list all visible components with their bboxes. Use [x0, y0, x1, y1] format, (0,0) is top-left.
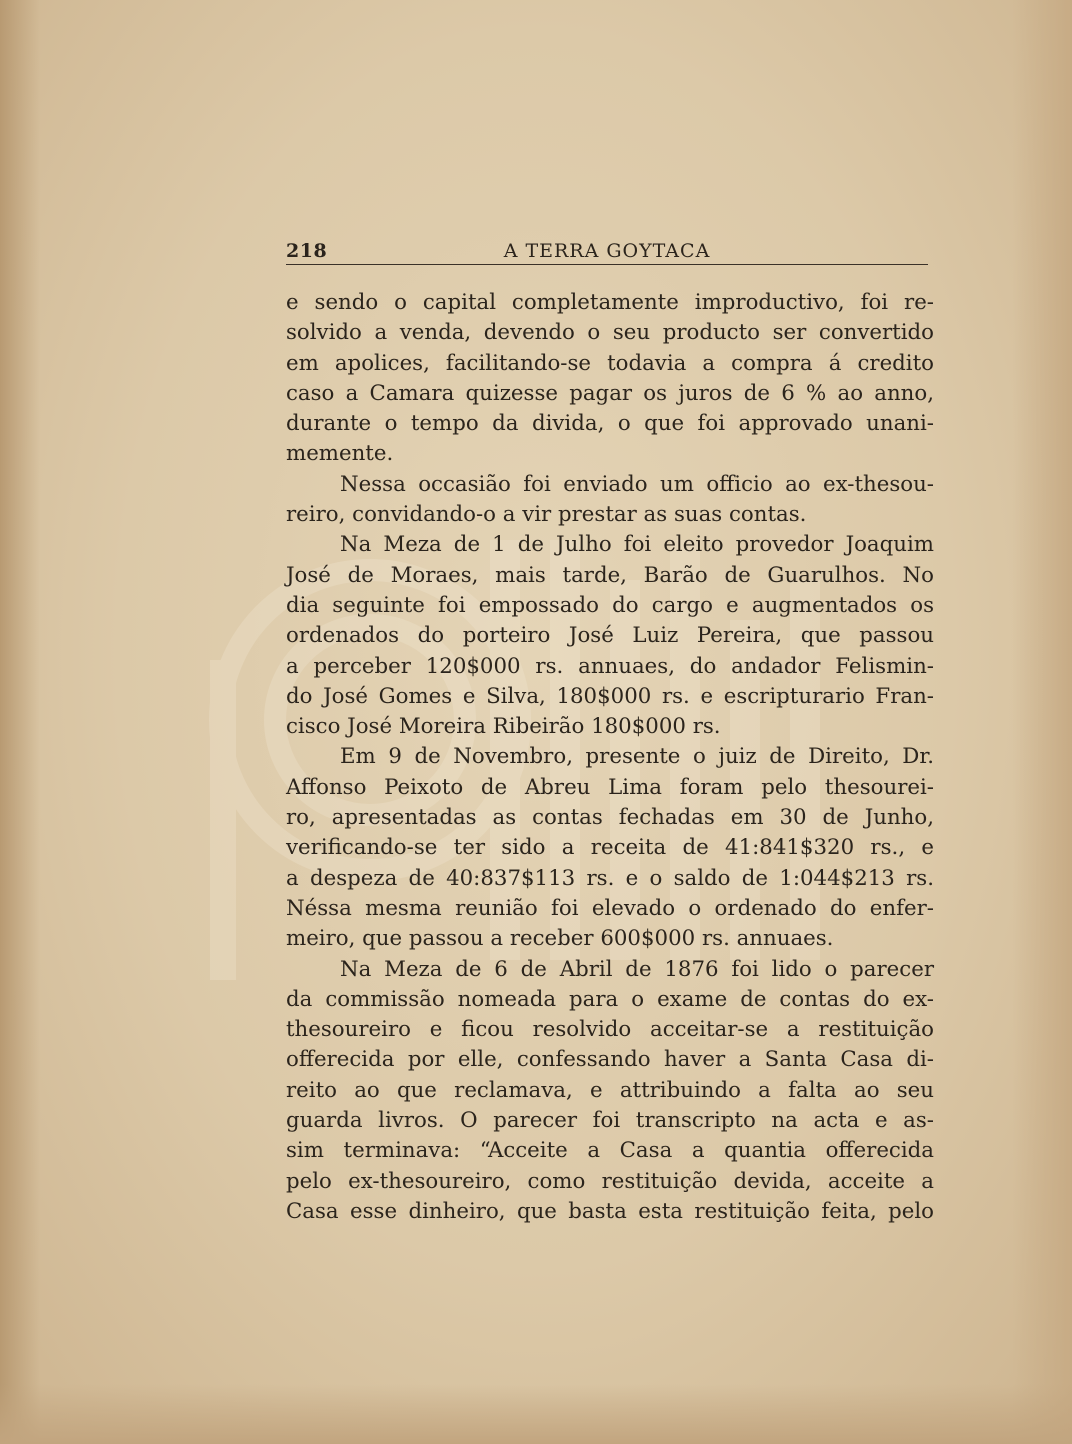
text-line: pelo ex-thesoureiro, como restituição devida, acceite a: [286, 1168, 934, 1194]
paragraph: [286, 470, 934, 531]
text-line: Affonso Peixoto de Abreu Lima foram pelo thesourei-: [286, 774, 934, 800]
text-line: Na Meza de 6 de Abril de 1876 foi lido o parecer: [340, 956, 934, 982]
text-line: a perceber 120$000 rs. annuaes, do andador Felismin-: [286, 653, 934, 679]
text-line: a despeza de 40:837$113 rs. e o saldo de 1:044$213 rs.: [286, 865, 934, 891]
page-shadow-right: [1012, 0, 1072, 1444]
page-shadow-left: [0, 0, 40, 1444]
text-line: da commissão nomeada para o exame de contas do ex-: [286, 986, 934, 1012]
text-line: memente.: [286, 441, 394, 467]
text-line: Néssa mesma reunião foi elevado o ordenado do enfer-: [286, 895, 934, 921]
text-line: ro, apresentadas as contas fechadas em 30 de Junho,: [286, 805, 934, 831]
text-line: cisco José Moreira Ribeirão 180$000 rs.: [286, 714, 721, 740]
paragraph: [286, 288, 934, 470]
text-line: offerecida por elle, confessando haver a Santa Casa di-: [286, 1047, 934, 1073]
text-line: solvido a venda, devendo o seu producto ser convertido: [286, 320, 934, 346]
text-line: dia seguinte foi empossado do cargo e augmentados os: [286, 592, 934, 618]
text-line: em apolices, facilitando-se todavia a compra á credito: [286, 350, 934, 376]
text-line: guarda livros. O parecer foi transcripto na acta e as-: [286, 1108, 934, 1134]
text-line: meiro, que passou a receber 600$000 rs. annuaes.: [286, 926, 834, 952]
body-text: [286, 288, 934, 1227]
text-line: do José Gomes e Silva, 180$000 rs. e escripturario Fran-: [286, 683, 934, 709]
paragraph: [286, 742, 934, 954]
text-line: durante o tempo da divida, o que foi approvado unani-: [286, 411, 934, 437]
text-line: Na Meza de 1 de Julho foi eleito provedor Joaquim: [340, 532, 934, 558]
running-header: [286, 236, 928, 265]
book-title: A TERRA GOYTACA: [503, 240, 711, 262]
text-line: reito ao que reclamava, e attribuindo a falta ao seu: [286, 1077, 934, 1103]
text-line: sim terminava: “Acceite a Casa a quantia offerecida: [286, 1138, 934, 1164]
text-line: Casa esse dinheiro, que basta esta restituição feita, pelo: [286, 1198, 934, 1224]
page-number: 218: [286, 240, 328, 262]
text-line: verificando-se ter sido a receita de 41:841$320 rs., e: [286, 835, 934, 861]
text-line: thesoureiro e ficou resolvido acceitar-se a restituição: [286, 1017, 934, 1043]
text-line: Nessa occasião foi enviado um officio ao ex-thesou-: [340, 471, 934, 497]
text-line: e sendo o capital completamente improductivo, foi re-: [286, 290, 934, 315]
paragraph: [286, 530, 934, 742]
page-shadow-bottom: [0, 1384, 1072, 1444]
text-line: reiro, convidando-o a vir prestar as suas contas.: [286, 502, 807, 528]
text-line: caso a Camara quizesse pagar os juros de 6 % ao anno,: [286, 380, 934, 406]
text-line: José de Moraes, mais tarde, Barão de Guarulhos. No: [286, 562, 934, 588]
text-line: Em 9 de Novembro, presente o juiz de Direito, Dr.: [340, 744, 934, 770]
text-line: ordenados do porteiro José Luiz Pereira, que passou: [286, 623, 934, 649]
paragraph: [286, 955, 934, 1228]
